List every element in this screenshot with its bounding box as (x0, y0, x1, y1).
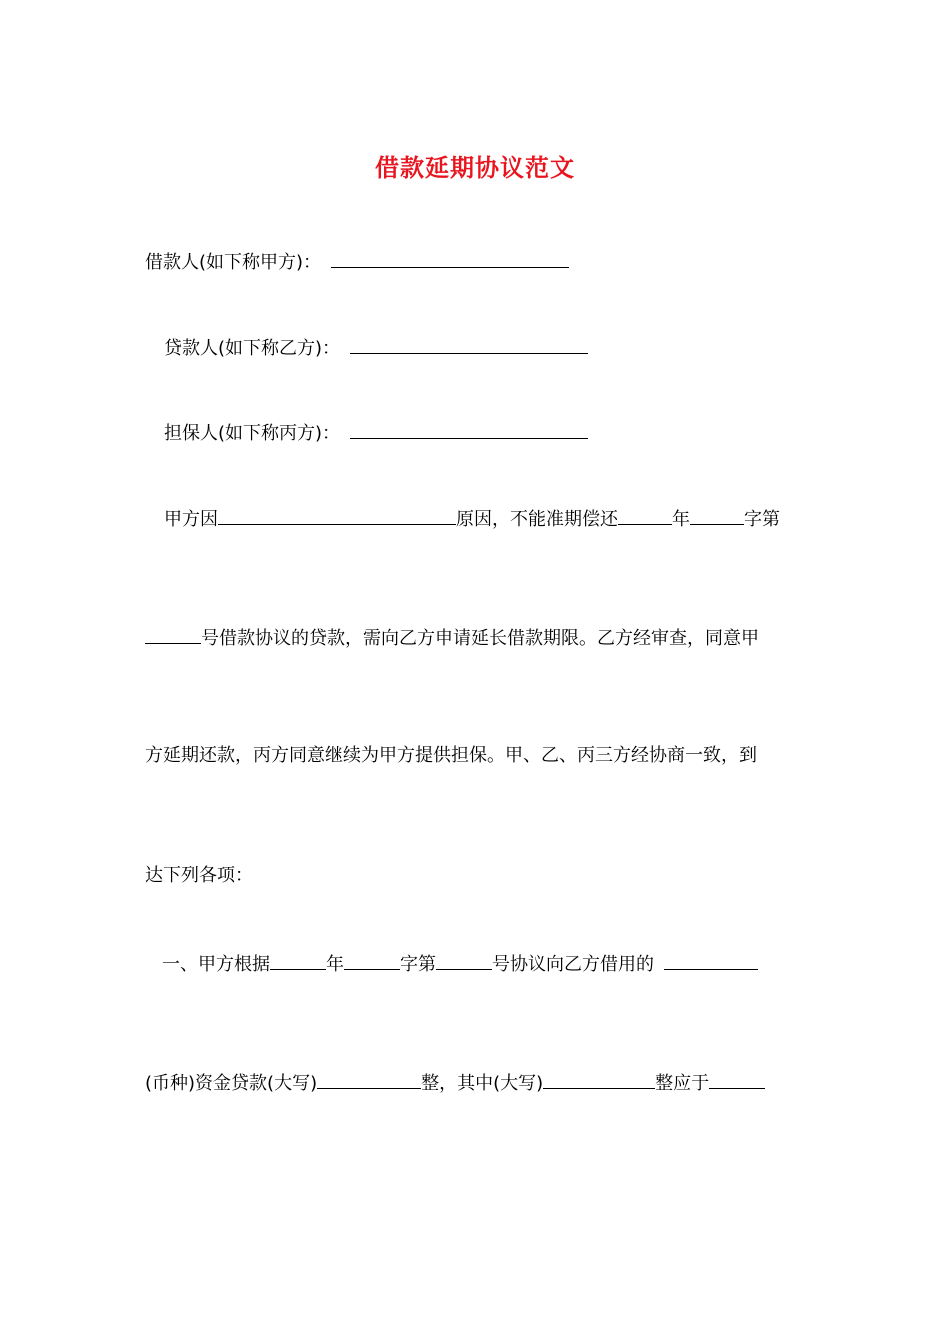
due-date-blank (709, 1068, 765, 1089)
p6-text-b: 整，其中(大写) (421, 1073, 544, 1094)
reason-blank (218, 504, 456, 525)
paragraph-4-line (145, 862, 253, 890)
p6-text-a: (币种)资金贷款(大写) (145, 1073, 318, 1094)
p2-text: 号借款协议的贷款，需向乙方申请延长借款期限。乙方经审查，同意甲 (201, 628, 759, 649)
lender-label: 贷款人(如下称乙方)： (164, 338, 341, 359)
paragraph-2-line (145, 623, 759, 653)
number-blank-1 (145, 623, 201, 644)
amount-blank (664, 949, 758, 970)
borrower-blank (331, 247, 569, 268)
word-blank-2 (344, 949, 400, 970)
p5-text-d: 号协议向乙方借用的 (492, 954, 654, 975)
year-blank-1 (618, 504, 672, 525)
guarantor-blank (350, 418, 588, 439)
guarantor-line (164, 418, 588, 448)
p6-text-c: 整应于 (655, 1073, 710, 1094)
p1-text-a: 甲方因 (164, 509, 218, 530)
paragraph-1-line (164, 504, 780, 534)
lender-line (164, 333, 588, 363)
p1-text-b: 原因，不能准期偿还 (456, 509, 618, 530)
paragraph-3-line (145, 742, 757, 770)
lender-blank (350, 333, 588, 354)
p3-text: 方延期还款，丙方同意继续为甲方提供担保。甲、乙、丙三方经协商一致，到 (145, 745, 757, 766)
capital-amount-blank-2 (543, 1068, 655, 1089)
number-blank-2 (436, 949, 492, 970)
p5-text-b: 年 (326, 954, 344, 975)
year-blank-2 (270, 949, 326, 970)
p5-text-a: 一、甲方根据 (162, 954, 270, 975)
borrower-line (145, 247, 569, 277)
paragraph-6-line (145, 1068, 765, 1098)
word-blank-1 (690, 504, 744, 525)
p1-text-d: 字第 (744, 509, 780, 530)
capital-amount-blank-1 (317, 1068, 421, 1089)
p1-text-c: 年 (672, 509, 690, 530)
p5-text-c: 字第 (400, 954, 436, 975)
p4-text: 达下列各项： (145, 865, 253, 886)
document-title: 借款延期协议范文 (375, 153, 575, 182)
borrower-label: 借款人(如下称甲方)： (145, 252, 322, 273)
paragraph-5-line (162, 949, 758, 979)
guarantor-label: 担保人(如下称丙方)： (164, 423, 341, 444)
